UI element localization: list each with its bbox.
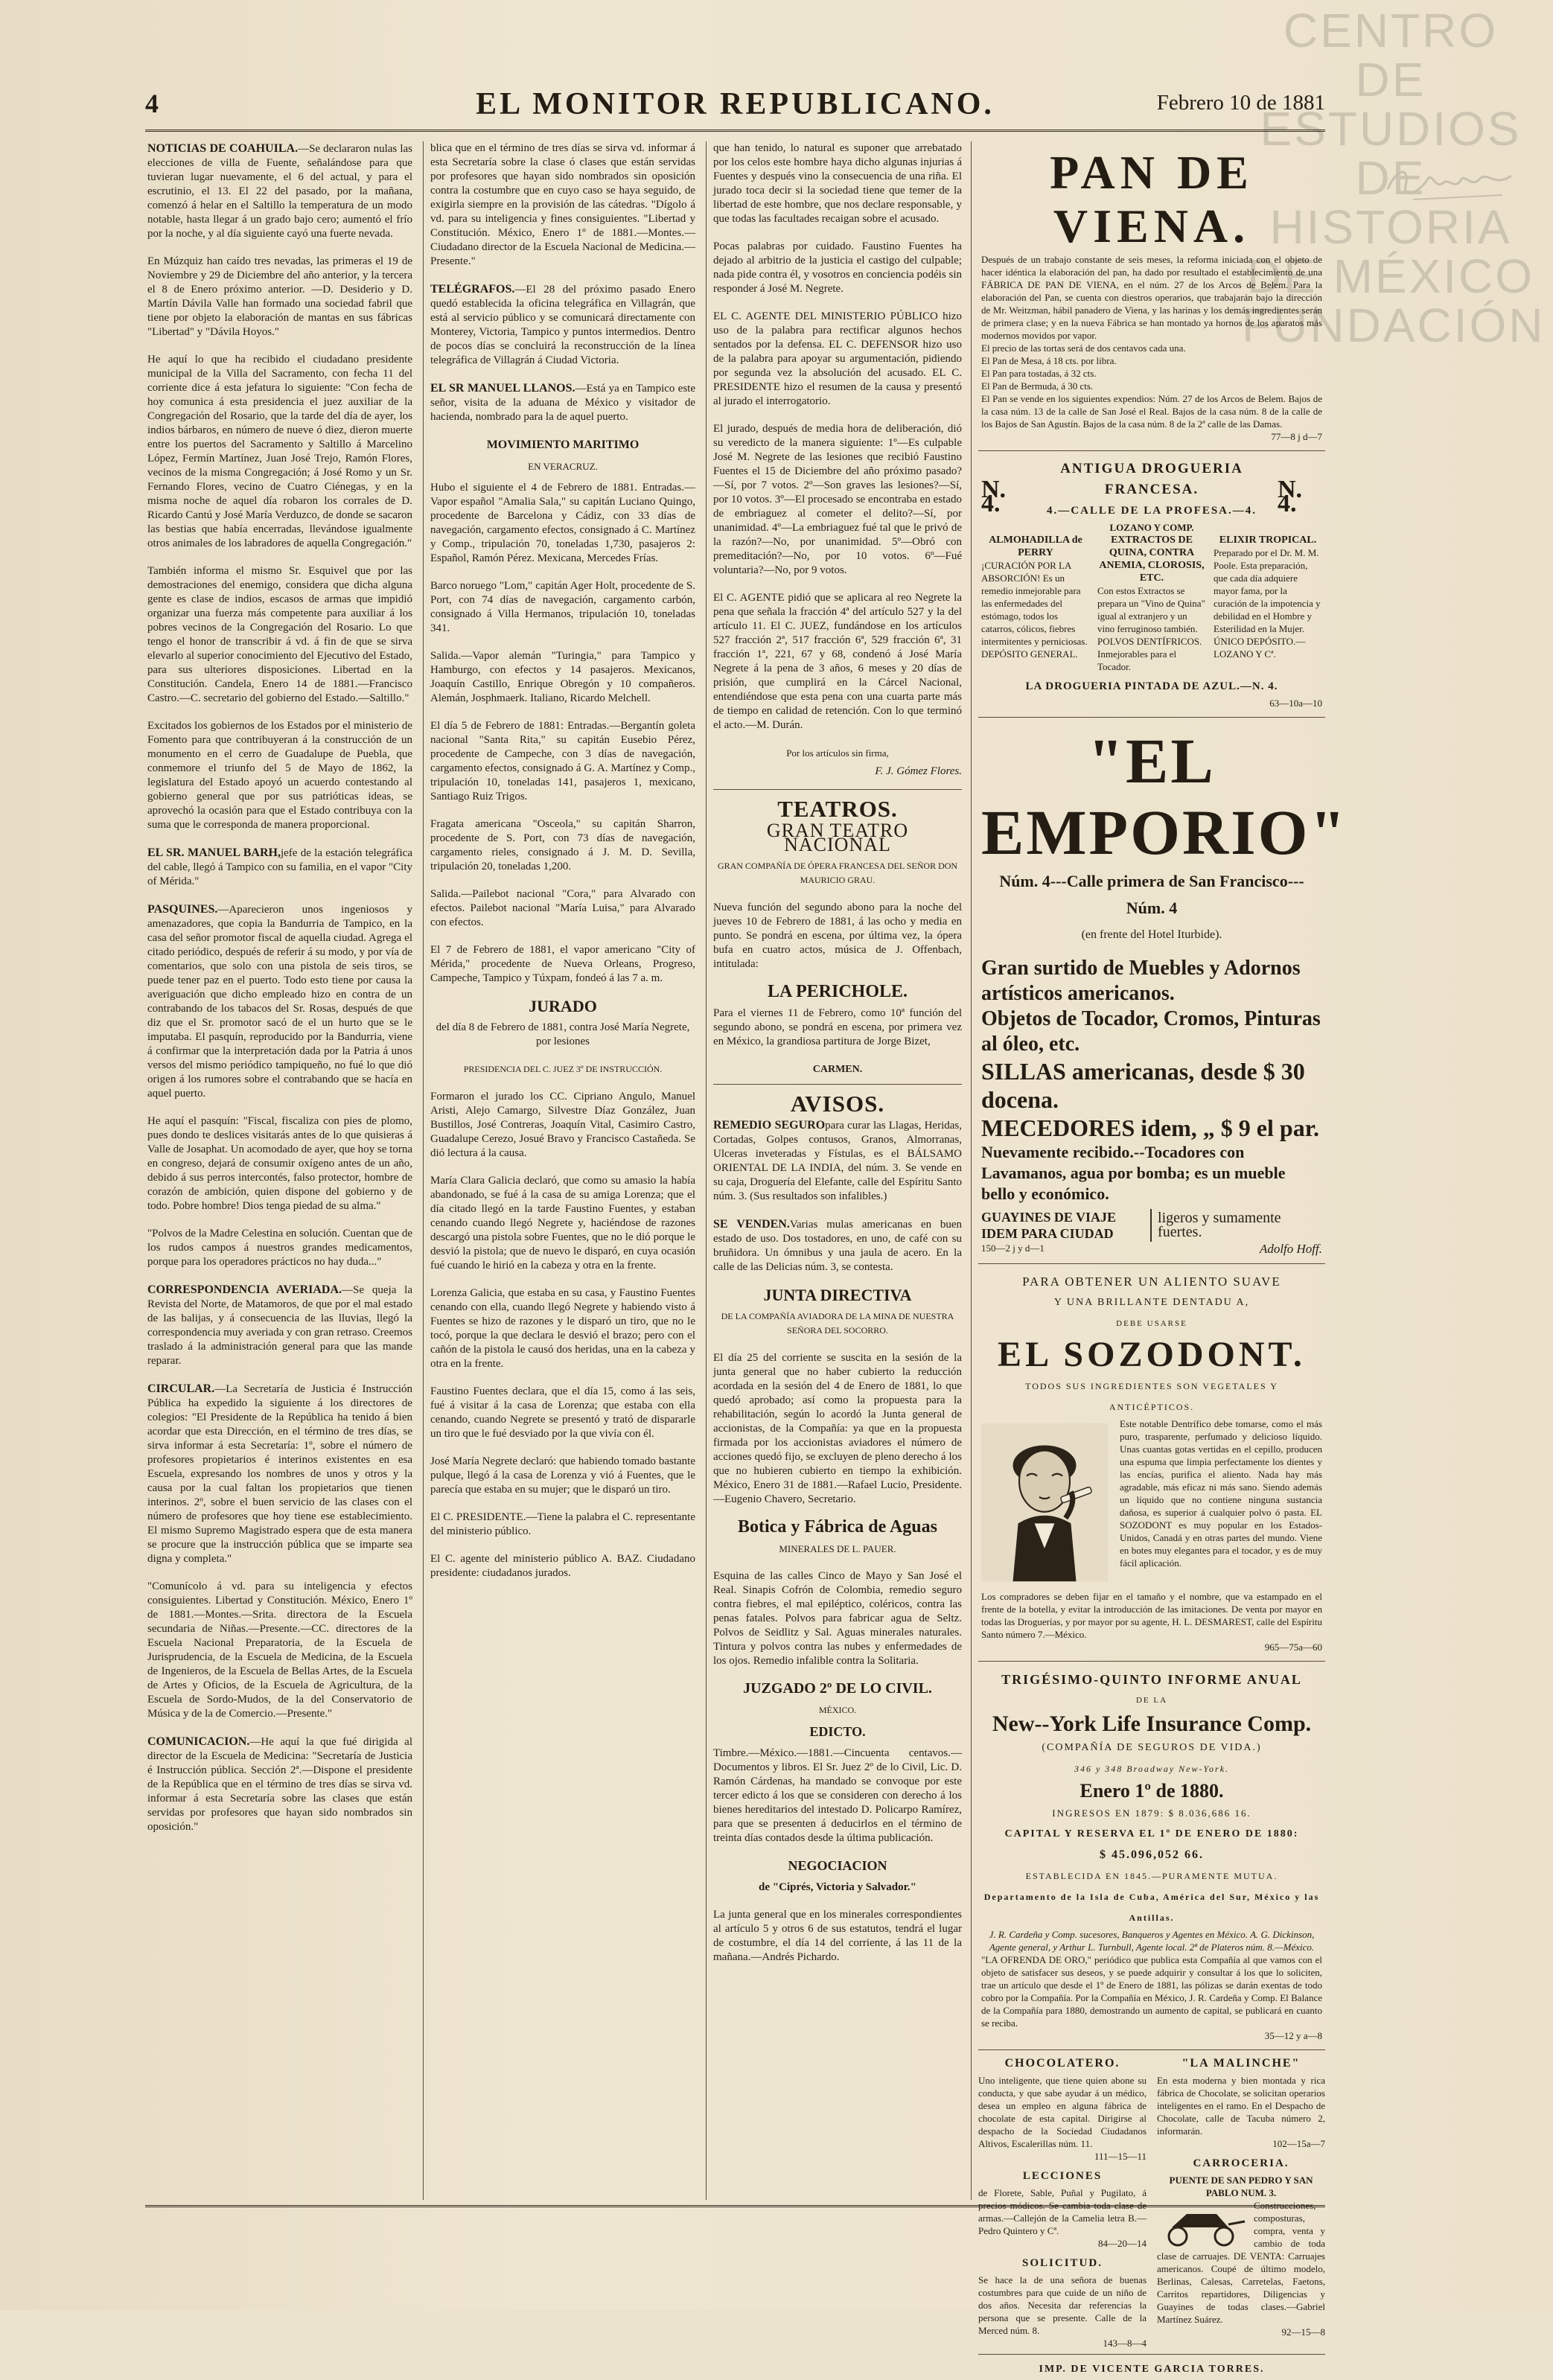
edict-heading: EDICTO.	[809, 1724, 866, 1739]
article	[147, 1114, 412, 1213]
edict-text: Timbre.—México.—1881.—Cincuenta centavos.—Documentos y libros. El Sr. Juez 2º de lo Civil, Lic. D. Ramón Cárdenas, ha mandado se convoque por este tercer edicto á los que se consideren con derecho á los bienes hereditarios del intestado D. Policarpo Ramírez, para que se presenten á deducirlos en el término de treinta días contados desde la última publicación.	[713, 1747, 962, 1844]
theatre-text: Nueva función del segundo abono para la noche del jueves 10 de Febrero de 1881, á las ocho y media en punto. Se pondrá en escena, por última vez, la ópera bufa en cuatro actos, música de J. Offenbach, intitulada:	[713, 902, 962, 970]
watermark-line: DE HISTORIA	[1269, 151, 1512, 254]
board-subheading: DE LA COMPAÑÍA AVIADORA DE LA MINA DE NUESTRA SEÑORA DEL SOCORRO.	[721, 1311, 954, 1336]
ad-emporio-landmark: (en frente del Hotel Iturbide).	[1081, 928, 1222, 941]
jury-heading: JURADO	[529, 997, 597, 1015]
ad-drog-code: 63—10a—10	[1269, 698, 1322, 709]
article-text: —Se queja la Revista del Norte, de Matamoros, de que por el mal estado de las balijas, y á consecuencia de las lluvias, llegó la correspondencia muy averiada y con gran retraso. Creemos traslado á la administración general para que las mande reparar.	[147, 1284, 413, 1367]
article	[147, 1227, 412, 1269]
article-heading: SE VENDEN.	[713, 1218, 790, 1231]
article	[430, 282, 695, 368]
ad-carroceria-title: CARROCERIA.	[1193, 2157, 1289, 2169]
ad-emporio-new: Nuevamente recibido.--Tocadores con Lavamanos, agua por bomba; es un mueble bello y económico.	[981, 1143, 1286, 1203]
ad-drogueria	[978, 454, 1325, 718]
paragraph: Hubo el siguiente el 4 de Febrero de 1881. Entradas.—Vapor español "Amalia Sala," su capitán Luciano Quingo, procedente de Barcelona y Cádiz, con 33 días de navegación, cargamento efectos, consignado á C. Martínez y Comp., tripulación 70, toneladas 1,730, pasajeros 2: Español, Ramón Pérez. Mexicana, Mercedes Frías.	[430, 482, 695, 564]
article-text: —Aparecieron unos ingeniosos y amenazadores, que copia la Bandurria de Tampico, en la casa del señor promotor fiscal de aquella ciudad. Agrega el citado periódico, después de referir á su modo, y por vía de comentarios, que solo con una pistola de seis tiros, se puede tener paz en el puerto. Todo esto tiene por causa la averiguación que dicho empleado hizo en contra de un contrabando de los tabacos del Sr. Rosas, después de que diz que el Sr. promotor sacó de el un hurto que se le imputaba. El pasquín, reproducido por la Bandurria, viene á confirmar que la interpretación dada por la Patria á unos versos del mismo periódico tampiqueño, no fué lo que dió origen á los rumores sobre el contrabando que se hacía en aquel puerto.	[147, 904, 412, 1100]
ad-chocolatero-code: 111—15—11	[1094, 2151, 1147, 2162]
pharmacy-text: Esquina de las calles Cinco de Mayo y San José el Real. Sinapis Cofrón de Colombia, remedio seguro contra fiebres, el mal epiléptico, coléricos, contra las penas fatales. Polvos para fabricar agua de Seltz. Polvos de Seidlitz y Sal. Aguas minerales naturales. Tintura y polvos contra las nubes y enfermedades de los ojos. Remedio infalible contra la Solitaria.	[713, 1570, 962, 1667]
article	[147, 1283, 412, 1368]
ad-ins-code: 35—12 y a—8	[1264, 2030, 1322, 2041]
jury-presidency: PRESIDENCIA DEL C. JUEZ 3º DE INSTRUCCIÓN.	[463, 1064, 663, 1074]
ad-lecciones-title: LECCIONES	[1022, 2170, 1103, 2182]
ad-drog-title: ANTIGUA DROGUERIA FRANCESA.	[1060, 461, 1243, 497]
pharmacy-heading: Botica y Fábrica de Aguas	[738, 1517, 937, 1537]
ad-malinche-code: 102—15a—7	[1272, 2138, 1325, 2149]
ad-solicitud-title: SOLICITUD.	[1022, 2257, 1103, 2269]
printer-imprint: IMP. DE VICENTE GARCIA TORRES.	[1039, 2364, 1265, 2375]
product-column	[1097, 534, 1206, 673]
negotiation-text: La junta general que en los minerales correspondientes al artículo 5 y otros 6 de sus estatutos, tendrá el lugar de costumbre, el día 14 del corriente, á las 11 de la mañana.—Andrés Pichardo.	[713, 1909, 962, 1963]
ad-pan-outlets: El Pan se vende en los siguientes expendios: Núm. 27 de los Arcos de Belem. Bajos de la casa núm. 13 de la calle de San José el Real. Bajos de la casa núm. 8 de la calle de los Bajos de San Agustín. Bajos de la casa núm. 8 de la 2ª calle de las Damas.	[981, 393, 1322, 430]
product-title: EXTRACTOS DE QUINA, CONTRA ANEMIA, CLOROSIS, ETC.	[1099, 535, 1205, 584]
pharmacy-subheading: MINERALES DE L. PAUER.	[779, 1543, 896, 1554]
ad-lecciones-text: de Florete, Sable, Puñal y Pugilato, á precios módicos. Se cambia toda clase de armas.—Callejón de la Camelia letra B.—Pedro Quintero y Cª.	[978, 2187, 1147, 2236]
article-heading: COMUNICACION.	[147, 1735, 250, 1748]
article-heading: REMEDIO SEGURO	[713, 1119, 826, 1132]
product-text: ¡CURACIÓN POR LA ABSORCIÓN! Es un remedio inmejorable para las enfermedades del estómago, todos los catarros, cólicos, fiebres intermitentes y perniciosas. DEPÓSITO GENERAL.	[981, 560, 1088, 660]
article	[713, 591, 962, 733]
masthead-rule	[145, 130, 1325, 132]
column-1	[147, 141, 412, 2200]
article	[147, 1382, 412, 1566]
article-text: —Está ya en Tampico este señor, visita de la aduana de México y visitador de hacienda, nombrado para la de aquel puerto.	[430, 383, 695, 423]
masthead	[145, 88, 1325, 125]
article-text: —He aquí la que fué dirigida al director de la Escuela de Medicina: "Secretaría de Justicia é Instrucción pública. Sección 2ª.—Dispone el presidente de la República que en el término de tres días se sirva vd. informar á esta Secretaría sobre las clases que están servidas por profesores que hayan sido nombrados sin oposición."	[147, 1736, 412, 1833]
jury-subheading: del día 8 de Febrero de 1881, contra José María Negrete, por lesiones	[436, 1021, 690, 1047]
ad-pan-code: 77—8 j d—7	[1271, 431, 1322, 442]
article	[147, 255, 412, 339]
court-heading: JUZGADO 2º DE LO CIVIL.	[743, 1680, 932, 1697]
paragraph: Salida.—Pailebot nacional "Cora," para Alvarado con efectos. Pailebot nacional "María Luisa," para Alvarado con efectos.	[430, 888, 695, 928]
ad-carroceria-text: Construcciones, composturas, compra, venta y cambio de toda clase de carruajes. DE VENTA: Carruajes americanos. Coupé de último modelo, Berlinas, Calesas, Carretelas, Faetons, Carritos repartidores, Diligencias y Guayines de todas clases.—Gabriel Martínez Suárez.	[1157, 2200, 1325, 2325]
ad-ins-ofrenda: "LA OFRENDA DE ORO," periódico que publica esta Compañía al que vamos con el objeto de satisfacer sus deseos, y se puede adquirir y consultar á los que lo soliciten, trae un artículo que desde el 1º de Enero de 1881, las pólizas se darán exentas de todo cobro por la Compañía. Por la Compañía en México, J. R. Cardeña y Comp. El Balance de la Compañía para 1880, demostrando un aumento de capital, se publicará en cuanto se reciba.	[981, 1954, 1322, 2029]
paragraph: El día 5 de Febrero de 1881: Entradas.—Bergantín goleta nacional "Santa Rita," su capitán Eusebio Pérez, procedente de Campeche, con 3 días de navegación, cargamento efectos, consignado á G. A. Martínez y Comp., tripulación 10, toneladas 141, pasajeros 1, mexicano, Santiago Ruiz Trigos.	[430, 720, 695, 803]
theatres-heading: TEATROS.	[777, 796, 898, 822]
product-text: Preparado por el Dr. M. M. Poole. Esta preparación, que cada día adquiere mayor fama, por la curación de la impotencia y debilidad en el Hombre y Esterilidad en la Mujer. ÚNICO DEPÓSITO.—LOZANO Y Cª.	[1214, 547, 1321, 660]
ad-ins-sub: (COMPAÑÍA DE SEGUROS DE VIDA.)	[1042, 1742, 1262, 1753]
article-heading: NOTICIAS DE COAHUILA.	[147, 142, 299, 155]
ad-malinche-title: "LA MALINCHE"	[1182, 2057, 1301, 2070]
opera-title: LA PERICHOLE.	[767, 982, 908, 1001]
carriage-illustration	[1157, 2202, 1246, 2247]
board-text: El día 25 del corriente se suscita en la sesión de la junta general que no haber cubierto la reducción acordada en la sesión del 4 de Enero de 1881, lo que quedó aprobado; así como la propuesta para la rehabilitación, según lo acordó la Junta general de accionistas, de la Compañía: ya que en la propuesta firmada por los accionistas aviadores el número de acciones quedó fijo, se excluyen de pleno derecho á los que no hubieren cubierto en tiempo la exhibición. México, Enero 31 de 1881.—Rafael Lucio, Presidente.—Eugenio Chavero, Secretario.	[713, 1352, 962, 1505]
paragraph: José María Negrete declaró: que habiendo tomado bastante pulque, llegó á la casa de Lorenza y vió á Fuentes, que le parecía que estaba en su mujer; que le disparó un tiro.	[430, 1455, 695, 1496]
article-text: jefe de la estación telegráfica del cable, llegó á Tampico con su familia, en el vapor "City of Mérida."	[147, 847, 412, 887]
ad-emporio-wagons: GUAYINES DE VIAJE IDEM PARA CIUDAD	[981, 1209, 1152, 1242]
bottom-rule	[145, 2205, 1325, 2207]
editor-signature: F. J. Gómez Flores.	[875, 765, 962, 777]
article-heading: CIRCULAR.	[147, 1382, 215, 1395]
opera-text: Para el viernes 11 de Febrero, como 10ª función del segundo abono, se pondrá en escena, por primera vez en México, la grandiosa partitura de Jorge Bizet,	[713, 1007, 962, 1047]
ad-ins-income: INGRESOS EN 1879: $ 8.036,686 16.	[1052, 1808, 1251, 1819]
theatre-name: GRAN TEATRO NACIONAL	[766, 820, 909, 855]
article	[430, 141, 695, 269]
opera-company: GRAN COMPAÑÍA DE ÓPERA FRANCESA DEL SEÑOR DON MAURICIO GRAU.	[717, 861, 958, 885]
ad-sozo-pre-3: DEBE USARSE	[1116, 1319, 1187, 1328]
negotiation-heading: NEGOCIACION	[788, 1858, 887, 1873]
unsigned-note: Por los artículos sin firma,	[786, 747, 889, 759]
ad-new-york-life	[978, 1665, 1325, 2050]
watermark-line: DE MÉXICO	[1246, 249, 1535, 303]
article-text: blica que en el término de tres días se sirva vd. informar á esta Secretaría sobre la clase ó clases que están servidas por profesores que hayan sido nombrados sin oposición contra la costumbre que en cuyo caso se haya seguido, de exigirla siempre en la provisión de las cátedras. "Dígolo á vd. para su inteligencia y fines consiguientes. "Libertad y Constitución. México, Enero 1º de 1881.—Montes.—Ciudadano director de la Escuela Nacional de Medicina.—Presente."	[430, 142, 695, 267]
article-heading: CORRESPONDENCIA AVERIADA.	[147, 1283, 342, 1296]
paragraph: Lorenza Galicia, que estaba en su casa, y Faustino Fuentes cenando con ella, cuando llegó Negrete y habiendo visto á Fuentes se hizo de razones y le disparó un tiro, que no le tocó, porque la que declara le desvió el brazo; pero con el cañón de la pistola le causó dos heridas, una en la cabeza y otra en la frente.	[430, 1287, 695, 1370]
article-text: "Polvos de la Madre Celestina en solución. Cuentan que de los rudos campos á nuestros grandes medicamentos, porque para los operadores prácticos no hay duda..."	[147, 1228, 412, 1268]
article-text: En Múzquiz han caído tres nevadas, las primeras el 19 de Noviembre y 29 de Diciembre del año anterior, y la tercera el 8 de Enero próximo anterior. —D. Desiderio y D. Martín Dávila Valle han formado una sociedad fabril que tiene por objeto la elaboración de mantas en sus fábricas "Libertad" y "Dávila Hoyos."	[147, 255, 412, 338]
paragraph: El C. PRESIDENTE.—Tiene la palabra el C. representante del ministerio público.	[430, 1511, 695, 1537]
ad-pan-price-4: El Pan de Bermuda, á 30 cts.	[981, 380, 1094, 392]
paragraph: El 7 de Febrero de 1881, el vapor americano "City of Mérida," procedente de Nueva Orleans, Progreso, Campeche, Tampico y Túxpam, fondeó á las 7 a. m.	[430, 944, 695, 984]
ad-ins-title: New--York Life Insurance Comp.	[992, 1711, 1312, 1736]
watermark-line: CENTRO DE	[1283, 4, 1499, 106]
paragraph: María Clara Galicia declaró, que como su amasio la había abandonado, se fué á la casa de su amiga Lorenza; que el día citado llegó en la tarde Faustino Fuentes, y estaban cenando cuando llegó Negrete y, haciéndose de razones descargó una pistola sobre Fuentes, que no le dió porque le desvió la pistola; que de nuevo le disparó, en cuya ocasión fué cuando le hirió en la cabeza y otra en la frente.	[430, 1175, 695, 1272]
article	[147, 564, 412, 706]
ad-emporio-code: 150—2 j y d—1	[981, 1242, 1045, 1254]
carlos-slim-signature	[1383, 156, 1517, 208]
ad-el-emporio	[978, 721, 1348, 1264]
ad-sozo-pre-2: Y UNA BRILLANTE DENTADU A,	[1053, 1297, 1250, 1308]
issue-date: Febrero 10 de 1881	[1156, 91, 1325, 115]
article-text: Varias mulas americanas en buen estado de uso. Dos tostadores, en uno, de café con su bruñidora. Un ómnibus y una jaula de acero. En la calle de las Delicias núm. 3, se contesta.	[713, 1219, 962, 1273]
ad-pan-price-3: El Pan para tostadas, á 32 cts.	[981, 368, 1097, 379]
ad-ins-capital: CAPITAL Y RESERVA EL 1º DE ENERO DE 1880:	[1004, 1828, 1299, 1840]
ad-drog-products	[981, 534, 1322, 673]
paragraph: El C. agente del ministerio público A. BAZ. Ciudadano presidente: ciudadanos jurados.	[430, 1553, 695, 1579]
page-number: 4	[145, 89, 159, 118]
ad-solicitud-code: 143—8—4	[1103, 2338, 1147, 2349]
ad-emporio-address: Núm. 4---Calle primera de San Francisco---Núm. 4	[999, 872, 1304, 917]
article	[713, 422, 962, 578]
article-heading: TELÉGRAFOS.	[430, 283, 515, 296]
ad-sozo-tail: Los compradores se deben fijar en el tamaño y el nombre, que va estampado en el frente de la botella, y evitar la introducción de las imitaciones. De venta por mayor en todas las Droguerías, y por mayor por su agente, H. L. DESMAREST, calle del Espíritu Santo número 7.—México.	[981, 1591, 1322, 1640]
ad-pan-price-2: El Pan de Mesa, á 18 cts. por libra.	[981, 355, 1117, 366]
board-heading: JUNTA DIRECTIVA	[763, 1286, 912, 1304]
ad-emporio-rockers: MECEDORES idem, „ $ 9 el par.	[981, 1114, 1319, 1141]
ad-solicitud-text: Se hace la de una señora de buenas costumbres para que cuide de un niño de dos años. Necesita dar referencias la persona que se presente. Calle de la Merced núm. 8.	[978, 2274, 1147, 2336]
ad-emporio-signature: Adolfo Hoff.	[1259, 1242, 1322, 1256]
ad-carroceria-code: 92—15—8	[1281, 2326, 1325, 2338]
ad-ins-capital-value: $ 45.096,052 66.	[1100, 1848, 1204, 1861]
article	[713, 240, 962, 296]
column-divider	[971, 141, 972, 2200]
ad-pan-text: Después de un trabajo constante de seis meses, la reforma iniciada con el objeto de hacer idéntica la elaboración del pan, ha dado por resultado el establecimiento de una FÁBRICA DE PAN DE VIENA, en el núm. 27 de los Arcos de Belem. Para la elaboración del Pan, se cuenta con diestros operarios, que trabajarán bajo la dirección de Mr. Weitzman, hábil panadero de Viena, y las harinas y los demás ingredientes serán de primera clase; y en la nueva Fábrica se han montado ya hornos de los aparatos más modernos movidos por vapor.	[981, 254, 1322, 341]
court-city: MÉXICO.	[818, 1705, 857, 1715]
product-column	[981, 534, 1090, 673]
ad-sozo-pre-1: PARA OBTENER UN ALIENTO SUAVE	[1022, 1274, 1281, 1289]
article-text: —La Secretaría de Justicia é Instrucción Pública ha expedido la siguiente á los directores de colegios: "El Presidente de la República ha tenido á bien acordar que esta Dirección, en el término de tres días, se sirva informar á esta Secretaría: 1º, sobre el número de profesores propietarios é interinos existentes en esa Escuela, expresando los nombres de unos y otros y la causa por la cual faltan los propietarios que tienen interinos. 2º, sobre el buen servicio de las clases con el número de profesores que hoy tiene ese establecimiento. El mismo Supremo Magistrado espera que de esta manera se procure que la instrucción pública que se imparte sea digna y completa."	[147, 1383, 412, 1565]
ad-sozo-code: 965—75a—60	[1264, 1642, 1322, 1653]
ad-emporio-title: "EL EMPORIO"	[981, 725, 1348, 868]
article-text: También informa el mismo Sr. Esquivel que por las demostraciones del enemigo, considera que dicha alguna gente es clase de indios, escasos de armas que impidió organizar una fuerza más competente para auxiliar á los pobres vecinos de la Congregación del Rosario. Lo que tengo el honor de transcribir á vd. á fin de que se sirva elevarlo al superior conocimiento del Ejecutivo del Estado, para sus ulteriores disposiciones. Libertad en la Constitución. Candela, Enero 14 de 1881.—Francisco Castro.—C. secretario del gobierno del Estado.—Saltillo."	[147, 565, 412, 704]
ad-ins-address: 346 y 348 Broadway New-York.	[1074, 1764, 1230, 1774]
article-text: para curar las Llagas, Heridas, Cortadas, Golpes contusos, Granos, Almorranas, Ulceras inveteradas y Fístulas, es el BÁLSAMO ORIENTAL DE LA INDIA, del núm. 3. Se vende en su caja, Droguería del Elefante, calle del Espíritu Santo núm. 3. (Sus resultados son infalibles.)	[713, 1120, 962, 1202]
man-brushing-teeth-illustration	[981, 1420, 1108, 1584]
product-text: Con estos Extractos se prepara un "Vino de Quina" igual al extranjero y un vino ferruginoso también. POLVOS DENTÍFRICOS. Inmejorables para el Tocador.	[1097, 585, 1205, 672]
ad-pan-title: PAN DE VIENA.	[1050, 146, 1254, 252]
ad-malinche-text: En esta moderna y bien montada y rica fábrica de Chocolate, se solicitan operarios inteligentes en el ramo. En el Despacho de Chocolate, calle de Tacuba número 2, informarán.	[1157, 2075, 1325, 2137]
ad-ins-date: Enero 1º de 1880.	[1080, 1780, 1224, 1802]
article-text: He aquí el pasquín: "Fiscal, fiscaliza con pies de plomo, pues dondo te deslices visitarás antes de lo que quisieras á Valle de Josaphat. Un acomodado de ayer, que hoy se torna en congreso, dejará de consumir oxígeno antes de un año, debido á sus perros intercontés, falso protector, hombre de corazón de ambición, quien dispone del gobierno y de todo. Pobre hombre! Dios tenga piedad de su alma."	[147, 1115, 412, 1212]
ad-ins-established: ESTABLECIDA EN 1845.—PURAMENTE MUTUA.	[1025, 1871, 1278, 1881]
article-heading: EL SR MANUEL LLANOS.	[430, 382, 575, 395]
paragraph: Faustino Fuentes declara, que el día 15, como á las seis, fué á visitar á la casa de Lorenza; que estaba con ella cenando, cuando Negrete se presentó y trató de dispararle un tiro que le fué desviado por la que vivía con él.	[430, 1385, 695, 1440]
column-3	[713, 141, 962, 2200]
watermark-line: FUNDACIÓN	[1242, 299, 1546, 352]
article	[147, 1735, 412, 1834]
paragraph: Formaron el jurado los CC. Cipriano Angulo, Manuel Aristi, Alejo Camargo, Silvestre Díaz González, Juan Bustillos, José Contreras, Joaquín Vital, Casimiro Castro, Guadalupe Cerezo, Josué Bravo y Francisco Castañeda. Se dió lectura á la causa.	[430, 1091, 695, 1159]
ad-ins-pre: TRIGÉSIMO-QUINTO INFORME ANUAL	[1001, 1672, 1302, 1687]
article-text: "Comunícolo á vd. para su inteligencia y efectos consiguientes. Libertad y Constitución. México, Enero 1º de 1881.—Montes.—Srita. directora de la Escuela secundaria de Niñas.—Presente.—CC. directores de la Escuela Nacional Preparatoria, de la Escuela de Jurisprudencia, de la Escuela de Medicina, de la Escuela de Ingenieros, de la Escuela de Bellas Artes, de la Escuela de Artes y Oficios, de la Escuela de Agricultura, de la Escuela de Sordo-Mudos, de la del Conservatorio de Música y de la de Comercio.—Presente."	[147, 1580, 412, 1720]
ad-drog-address: 4.—CALLE DE LA PROFESA.—4.	[1046, 505, 1257, 517]
ad-lecciones-code: 84—20—14	[1098, 2238, 1147, 2249]
article	[147, 141, 412, 241]
article	[147, 846, 412, 889]
article-text: He aquí lo que ha recibido el ciudadano presidente municipal de la Villa del Sacramento, con fecha 11 del corriente dice á esta jefatura lo siguiente: "Con fecha de hoy comunica á esta presidencia el juez auxiliar de la Congregación del Rosario, que la tarde del día de ayer, los indios bárbaros, en número de nueve ó diez, dieron muerte entre los puertos del Sacramento y Saltillo á Marcelino López, Fermín Martínez, Juan José Trejo, Ramón Flores, vecinos de la misma Congregación; á José Romo y un Sr. Fernando Flores, vecino de Cuatro Ciénegas, y en la misma noche de aquel día robaron los corrales de D. Ricardo Cantú y José María Verduzco, de donde se sacaron las bestias que había encerradas, llevándose igualmente otros animales de los labradores de aquella Congregación."	[147, 354, 412, 549]
article-text: que han tenido, lo natural es suponer que arrebatado por los celos este hombre haya dicho algunas injurias á Fuentes y después vino la consecuencia de una riña. El jurado toca decir si la sociedad tiene que temer de la libertad de este hombre, que nos declare responsable, y que todas las facultades recaigan sobre el acusado.	[713, 142, 962, 225]
ads-bottom-grid	[978, 2053, 1325, 2355]
advertisements-column	[978, 141, 1348, 2375]
article-text: —El 28 del próximo pasado Enero quedó establecida la oficina telegráfica en Villagrán, que está al servicio público y se comunicará directamente con Monterey, Victoria, Tampico y puntos intermedios. Dentro de pocos días se concluirá la reconstrucción de la línea telegráfica de Villagrán á Ciudad Victoria.	[430, 284, 695, 366]
newspaper-title: EL MONITOR REPUBLICANO.	[476, 87, 995, 121]
article	[713, 1118, 962, 1204]
article-text: EL C. AGENTE DEL MINISTERIO PÚBLICO hizo uso de la palabra para rectificar algunos hechos sentados por la defensa. EL C. DEFENSOR hizo uso de la palabra para apoyar su argumentación, pidiendo por segunda vez la absolución del acusado. EL C. PRESIDENTE hizo el resumen de la causa y presentó al jurado el interrogatorio.	[713, 310, 962, 407]
ad-drog-num-left: N. 4.	[981, 475, 1007, 517]
ad-emporio-chairs: SILLAS americanas, desde $ 30 docena.	[981, 1058, 1305, 1113]
article	[147, 1580, 412, 1721]
article	[713, 310, 962, 409]
watermark-line: ESTUDIOS	[1260, 102, 1522, 156]
article	[147, 353, 412, 551]
article-heading: PASQUINES.	[147, 903, 218, 916]
ad-sozo-title: EL SOZODONT.	[998, 1335, 1306, 1374]
notices-heading: AVISOS.	[790, 1091, 885, 1117]
article	[147, 719, 412, 832]
product-column	[1214, 534, 1322, 673]
ad-emporio-wagons-note: ligeros y sumamente fuertes.	[1158, 1210, 1281, 1240]
ad-pan-de-viena	[978, 141, 1325, 451]
article-heading: EL SR. MANUEL BARH,	[147, 846, 281, 859]
column-divider	[423, 141, 424, 2200]
paragraph: Fragata americana "Osceola," su capitán Sharron, procedente de S. Port, con 73 días de navegación, cargamento rieles, consignado á J. M. D. Sevilla, tripulación 20, toneladas 1,200.	[430, 818, 695, 872]
article-text: Excitados los gobiernos de los Estados por el ministerio de Fomento para que contribuyeran á la construcción de un monumento en el cerro de Guadalupe de Puebla, que conmemore el triunfo del 5 de Mayo de 1862, la legislatura del Estado apoyó un acuerdo contestando al gobierno general que por sus patrióticas ideas, se aprovechó la ocasión para que el Estado contribuya con la suma que le corresponda de manera proporcional.	[147, 720, 412, 831]
article	[713, 141, 962, 226]
ad-drog-footer: LA DROGUERIA PINTADA DE AZUL.—N. 4.	[1025, 680, 1278, 692]
article-text: El C. AGENTE pidió que se aplicara al reo Negrete la pena que señala la fracción 4ª del artículo 527 y la del artículo 11. El C. JUEZ, fundándose en los artículos 527 fracción 2ª, 517 fracción 6ª, 529 fracción 6ª, 31 fracción 1ª, 221, 67 y 68, condenó á José María Negrete á la pena de 3 años, 6 meses y 20 días de prisión, que cumplirá en la Cárcel Nacional, entendiéndose que esta pena con una cuarta parte más de tiempo en calidad de retención. Con lo que terminó el acto.—M. Durán.	[713, 592, 962, 731]
article	[430, 381, 695, 424]
product-title: ELIXIR TROPICAL.	[1219, 535, 1317, 546]
ad-ins-agents: J. R. Cardeña y Comp. sucesores, Banqueros y Agentes en México. A. G. Dickinson, Agente general, y Arthur L. Turnbull, Agente local. 2ª de Plateros núm. 8.—México.	[989, 1929, 1315, 1953]
maritime-subheading: EN VERACRUZ.	[528, 461, 598, 472]
ad-pan-price-1: El precio de las tortas será de dos centavos cada una.	[981, 342, 1186, 354]
ad-sozo-text: Este notable Dentrífico debe tomarse, como el más puro, trasparente, perfumado y delicioso líquido. Unas cuantas gotas vertidas en el cepillo, producen una espuma que limpia perfectamente los dientes y las encías, purifica el aliento. Nada hay más agradable, más eficaz ni más sano. Siendo además un líquido que no contiene ninguna sustancia dañosa, es superior á cualquier polvo ó pasta. EL SOZODONT es muy popular en los Estados-Unidos, Canadá y en otras partes del mundo. Viene en botes muy elegantes para el tocador, y es de muy fácil aplicación.	[1120, 1418, 1322, 1569]
ad-chocolatero-title: CHOCOLATERO.	[1004, 2057, 1120, 2070]
ad-carroceria-address: PUENTE DE SAN PEDRO Y SAN PABLO NUM. 3.	[1169, 2175, 1313, 2198]
column-divider	[706, 141, 707, 2200]
article-text: Pocas palabras por cuidado. Faustino Fuentes ha dejado al arbitrio de la justicia el castigo del culpable; nada pide contra él, y vosotros en conciencia podéis sin responder á José M. Negrete.	[713, 240, 962, 295]
maritime-heading: MOVIMIENTO MARITIMO	[486, 438, 640, 451]
ad-ins-department: Departamento de la Isla de Cuba, América del Sur, México y las Antillas.	[983, 1892, 1320, 1923]
opera-title-2: CARMEN.	[812, 1064, 863, 1075]
article	[147, 902, 412, 1101]
ad-ins-pre-2: DE LA	[1135, 1696, 1168, 1705]
ad-sozo-sub: TODOS SUS INGREDIENTES SON VEGETALES Y ANTICÉPTICOS.	[1025, 1381, 1278, 1412]
ad-drog-owner: LOZANO Y COMP.	[1109, 522, 1194, 533]
negotiation-subheading: de "Ciprés, Victoria y Salvador."	[759, 1881, 916, 1893]
paragraph: Barco noruego "Lom," capitán Ager Holt, procedente de S. Port, con 74 días de navegación, cargamento carbón, consignado á Villa Hermanos, tripulación 10, toneladas 341.	[430, 580, 695, 634]
ad-emporio-line-2: Objetos de Tocador, Cromos, Pinturas al óleo, etc.	[981, 1007, 1321, 1056]
ad-drog-num-right: N. 4.	[1277, 475, 1303, 517]
ad-emporio-line-1: Gran surtido de Muebles y Adornos artísticos americanos.	[981, 957, 1301, 1005]
ad-sozodont	[978, 1267, 1325, 1662]
article	[713, 1217, 962, 1274]
article-text: —Se declararon nulas las elecciones de villa de Fuente, señalándose para que tuvieran lugar nuevamente, el 6 del actual, y para el escrutinio, el 13. El 22 del pasado, por la mañana, comenzó á helar en el Saltillo la temperatura de un modo notable, hasta llegar á un grado bajo cero; aumentó el frío por la noche, y al día siguiente cayó una fuerte nevada.	[147, 143, 412, 240]
ad-chocolatero-text: Uno inteligente, que tiene quien abone su conducta, y que sabe ayudar á un médico, desea un empleo en alguna fábrica de chocolate de esta capital. Dirigirse al despacho de la Sociedad Ciudadanos Altivos, Escalerillas núm. 11.	[978, 2075, 1147, 2149]
paragraph: Salida.—Vapor alemán "Turingia," para Tampico y Hamburgo, con efectos y 14 pasajeros. Mexicanos, Joaquín Castillo, Enrique Obregón y 10 compañeros. Alemán, Josphmaerk. Italiano, Ricardo Melchell.	[430, 650, 695, 704]
column-2	[430, 141, 695, 2200]
product-title: ALMOHADILLA de PERRY	[989, 535, 1082, 558]
article-text: El jurado, después de media hora de deliberación, dió su veredicto de la manera siguiente: 1º—Es culpable José M. Negrete de las lesiones que recibió Faustino Fuentes el 15 de Diciembre del año próximo pasado?—Sí, por 7 votos. 2º—Son graves las lesiones?—Sí, por 10 votos. 3º—El procesado se encontraba en estado de embriaguez al cometer el delito?—Sí, por unanimidad. 4º—La embriaguez fué tal que le privó de la razón?—No, por unanimidad. 5º—Obró con premeditación?—No, por 10 votos. 6º—Fué voluntaria?—No, por 9 votos.	[713, 423, 962, 576]
